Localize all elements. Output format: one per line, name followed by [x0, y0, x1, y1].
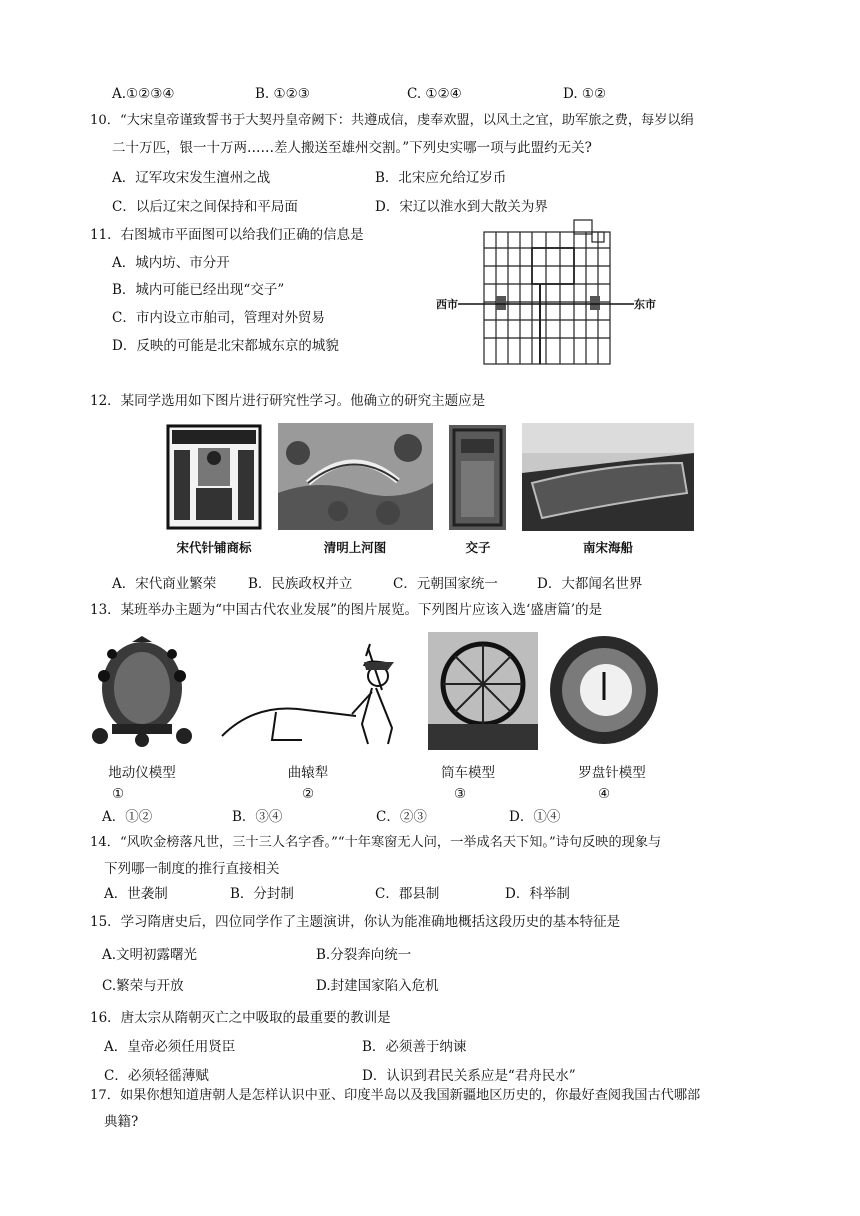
- q16-option-b: B．必须善于纳谏: [362, 1039, 467, 1055]
- number-3: ③: [453, 786, 467, 802]
- q9-option-a: A.①②③④: [112, 86, 175, 102]
- q14-option-a: A．世袭制: [104, 886, 168, 902]
- caption-water-wheel: 筒车模型: [441, 765, 495, 781]
- q12-option-a: A．宋代商业繁荣: [112, 576, 217, 592]
- q11-question: 11．右图城市平面图可以给我们正确的信息是: [90, 227, 364, 243]
- q14-line2: 下列哪一制度的推行直接相关: [104, 861, 280, 877]
- q10-option-c: C．以后辽宋之间保持和平局面: [112, 199, 298, 215]
- west-market-label: 西市: [436, 298, 458, 311]
- q15-option-a: A.文明初露曙光: [102, 947, 198, 963]
- q14-option-c: C．郡县制: [375, 886, 440, 902]
- caption-seismograph: 地动仪模型: [108, 765, 176, 781]
- compass-model-image: [548, 628, 660, 750]
- q10-option-d: D．宋辽以淮水到大散关为界: [375, 199, 548, 215]
- needle-shop-trademark-image: [166, 424, 262, 530]
- q13-option-a: A．①②: [102, 809, 153, 825]
- east-market-label: 东市: [634, 298, 656, 311]
- caption-compass: 罗盘针模型: [578, 765, 646, 781]
- city-plan-map: [436, 218, 666, 370]
- jiaozi-note-image: [449, 425, 506, 530]
- q13-option-b: B．③④: [232, 809, 283, 825]
- q15-option-d: D.封建国家陷入危机: [316, 978, 439, 994]
- q12-option-d: D．大都闻名世界: [537, 576, 643, 592]
- water-wheel-model-image: [428, 632, 538, 750]
- caption-ship: 南宋海船: [582, 540, 633, 555]
- q11-option-d: D．反映的可能是北宋都城东京的城貌: [112, 338, 339, 354]
- q9-option-c: C. ①②④: [407, 86, 462, 102]
- q16-option-d: D．认识到君民关系应是“君舟民水”: [362, 1068, 576, 1084]
- q11-option-b: B．城内可能已经出现“交子”: [112, 282, 285, 298]
- q12-option-b: B．民族政权并立: [248, 576, 353, 592]
- q10-option-b: B．北宋应允给辽岁币: [375, 170, 507, 186]
- q13-question: 13．某班举办主题为“中国古代农业发展”的图片展览。下列图片应该入选‘盛唐篇’的是: [90, 602, 603, 618]
- q17-line2: 典籍?: [104, 1114, 139, 1130]
- q12-question: 12．某同学选用如下图片进行研究性学习。他确立的研究主题应是: [90, 393, 486, 409]
- q10-line2: 二十万匹，银一十万两……差人搬送至雄州交割。”下列史实哪一项与此盟约无关?: [112, 140, 592, 156]
- q9-option-b: B. ①②③: [255, 86, 310, 102]
- number-4: ④: [597, 786, 611, 802]
- q13-option-c: C．②③: [376, 809, 427, 825]
- number-2: ②: [301, 786, 315, 802]
- seismograph-model-image: [82, 628, 202, 748]
- q14-option-b: B．分封制: [230, 886, 294, 902]
- caption-plough: 曲辕犁: [287, 765, 329, 781]
- curved-plough-image: [216, 632, 410, 750]
- q15-option-b: B.分裂奔向统一: [316, 947, 412, 963]
- q11-option-c: C．市内设立市舶司，管理对外贸易: [112, 310, 325, 326]
- q10-line1: 10．“大宋皇帝谨致誓书于大契丹皇帝阙下：共遵成信，虔奉欢盟，以风土之宜，助军旅之费，每岁以绢: [90, 113, 694, 128]
- q9-option-d: D. ①②: [563, 86, 607, 102]
- q16-option-c: C．必须轻徭薄赋: [104, 1068, 209, 1084]
- q13-option-d: D．①④: [509, 809, 561, 825]
- caption-qingming: 清明上河图: [323, 540, 387, 555]
- qingming-river-image: [278, 423, 433, 530]
- q10-option-a: A．辽军攻宋发生澶州之战: [112, 170, 271, 186]
- number-1: ①: [111, 786, 125, 802]
- caption-needle-shop: 宋代针铺商标: [176, 540, 252, 555]
- q14-option-d: D．科举制: [505, 886, 570, 902]
- q14-line1: 14．“风吹金榜落凡世，三十三人名字香。”“十年寒窗无人问，一举成名天下知。”诗句反映的现象与: [90, 835, 662, 850]
- q17-line1: 17．如果你想知道唐朝人是怎样认识中亚、印度半岛以及我国新疆地区历史的，你最好查阅我国古代哪部: [90, 1088, 701, 1103]
- southern-song-ship-image: [522, 423, 694, 531]
- q12-option-c: C．元朝国家统一: [393, 576, 498, 592]
- q15-option-c: C.繁荣与开放: [102, 978, 184, 994]
- q16-question: 16．唐太宗从隋朝灭亡之中吸取的最重要的教训是: [90, 1010, 391, 1026]
- q16-option-a: A．皇帝必须任用贤臣: [104, 1039, 236, 1055]
- q15-question: 15．学习隋唐史后，四位同学作了主题演讲，你认为能准确地概括这段历史的基本特征是: [90, 914, 621, 930]
- caption-jiaozi: 交子: [465, 540, 491, 555]
- q11-option-a: A．城内坊、市分开: [112, 255, 230, 271]
